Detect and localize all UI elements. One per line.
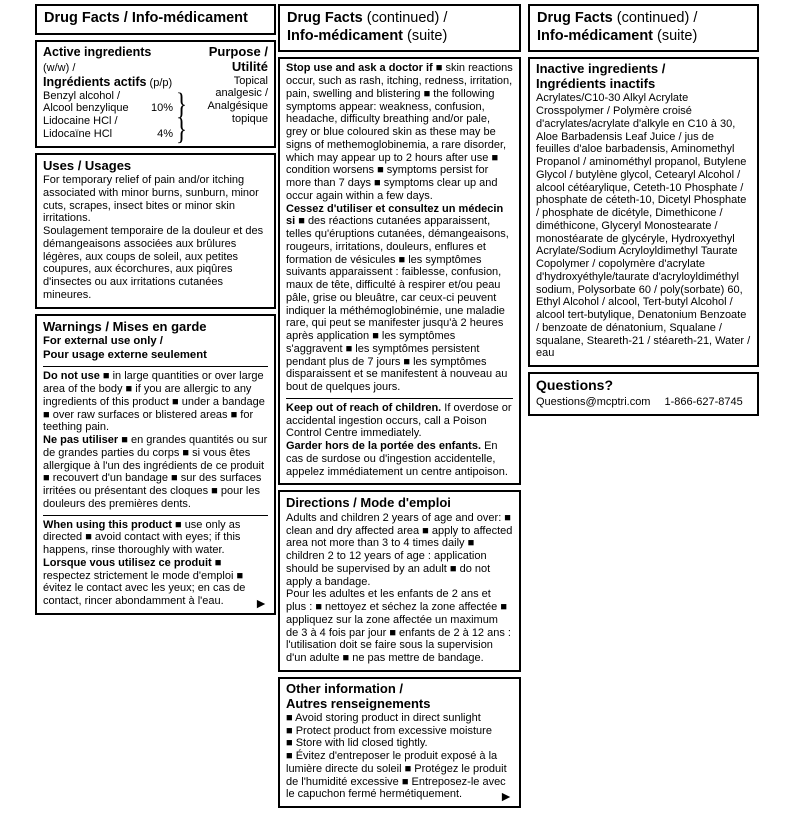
- purpose-value: Analgésique: [207, 100, 268, 113]
- other-info-text-fr: ■ Évitez d'entreposer le produit exposé à la lumière directe du soleil ■ Protégez le produit de l'humidité excessive ■ Entreposez-le avec le capuchon fermé hermétiquement.: [286, 750, 507, 801]
- purpose-value: Topical: [233, 74, 268, 87]
- uses-text-en: For temporary relief of pain and/or itching associated with minor burns, sunburn, minor cuts, scrapes, insect bites or minor skin irritations.: [43, 174, 259, 225]
- purpose-heading: Purpose /: [208, 43, 268, 59]
- directions-box: [278, 490, 521, 672]
- keep-out-paragraph-fr: Garder hors de la portée des enfants. En cas de surdose ou d'ingestion accidentelle, appelez immédiatement un centre antipoison.: [286, 440, 508, 478]
- panel3-title-line2: Info-médicament (suite): [537, 27, 698, 44]
- contact-email: Questions@mcptri.com: [536, 395, 651, 408]
- ingredient-percent: 4%: [157, 127, 173, 140]
- other-info-item: ■ Protect product from excessive moisture: [286, 724, 492, 737]
- warnings-box: [35, 314, 276, 615]
- active-ingredients-box: [35, 40, 276, 148]
- ingredient-percent: 10%: [150, 102, 173, 115]
- do-not-use-paragraph: Do not use ■ in large quantities or over large area of the body ■ if you are allergic to any ingredients of this product ■ under a bandage ■ over raw surfaces or blistered areas ■ for teething pain.: [43, 370, 265, 434]
- when-using-paragraph: When using this product ■ use only as directed ■ avoid contact with eyes; if this happens, rinse thoroughly with water.: [43, 518, 241, 557]
- ne-pas-utiliser-paragraph: Ne pas utiliser ■ en grandes quantités ou sur de grandes parties du corps ■ si vous êtes allergique à l'un des ingrédients de ce produit ■ recouvert d'un bandage ■ sur des surfaces irritées ou présentant des cloques ■ pour les douleurs des premières dents.: [43, 434, 268, 510]
- contact-phone: 1-866-627-8745: [664, 395, 743, 408]
- active-ingredients-heading-en: Active ingredients (w/w) /: [43, 44, 152, 74]
- other-info-item: ■ Avoid storing product in direct sunlight: [286, 711, 481, 724]
- inactive-ingredients-text: Acrylates/C10-30 Alkyl Acrylate Crosspolymer / Polymère croisé d'acrylates/acrylate d'alkyle en C10 à 30, Aloe Barbadensis Leaf Juice / jus de feuilles d'aloe barbadensis, Aminomethyl Propanol / aminométhyl propanol, Butylene Glycol / butylène glycol, Cetearyl Alcohol / alcool cétéarylique, Ceteth-10 Phosphate / phosphate de céteth-10, Dicetyl Phosphate / phosphate de dicétyle, Dimethicone / diméthicone, Glyceryl Monostearate / monostéarate de glycéryle, Hydroxyethyl Acrylate/Sodium Acryloyldimethyl Taurate Copolymer / copolymère d'acrylate d'hydroxyéthyle/taurate d'acryloyldiméthyl sodium, Polysorbate 60 / poly(sorbate) 60, Ethyl Alcohol / alcool, Tert-butyl Alcohol / alcool tert-butylique, Denatonium Benzoate / benzoate de dénatonium, Squalane / squalane, Steareth-21 / stéareth-21, Water / eau: [536, 92, 751, 360]
- purpose-value: analgesic /: [215, 87, 268, 100]
- brace-icon: }: [175, 85, 188, 121]
- drug-facts-panel-3: [528, 4, 759, 421]
- drug-facts-panel-2: [278, 4, 521, 813]
- keep-out-paragraph-en: Keep out of reach of children. If overdose or accidental ingestion occurs, call a Poison Control Centre immediately.: [286, 401, 512, 440]
- directions-heading: Directions / Mode d'emploi: [286, 495, 451, 511]
- other-info-item: ■ Store with lid closed tightly.: [286, 737, 428, 750]
- panel2-title-bar: [278, 4, 521, 52]
- stop-use-paragraph-en: Stop use and ask a doctor if ■ skin reactions occur, such as rash, itching, redness, irritation, pain, swelling and blistering ■ the following symptoms appear: weakness, confusion, headache, difficulty breathing and/or pale, grey or blue coloured skin as these may be signs of methemoglobinemia, a rare disorder, which may appear up to 2 hours after use ■ condition worsens ■ symptoms persist for more than 7 days ■ symptoms clear up and occur again within a few days.: [286, 62, 513, 202]
- directions-text-en: Adults and children 2 years of age and over: ■ clean and dry affected area ■ apply to affected area not more than 3 to 4 times daily ■ children 2 to 12 years of age : application should be supervised by an adult ■ do not apply a bandage.: [286, 511, 513, 588]
- questions-box: [528, 372, 759, 416]
- purpose-heading: Utilité: [231, 58, 268, 74]
- panel2-title-line2: Info-médicament (suite): [287, 27, 448, 44]
- purpose-column: [188, 45, 268, 141]
- continuation-arrow-icon: ►: [499, 788, 513, 805]
- uses-text-fr: Soulagement temporaire de la douleur et des démangeaisons associées aux brûlures légères, aux coups de soleil, aux petites coupures, aux écorchures, aux piqûres d'insectes ou aux irritations cutanées mineures.: [43, 225, 264, 301]
- questions-heading: Questions?: [536, 377, 614, 393]
- purpose-value: topique: [231, 112, 268, 125]
- ingredient-row: Lidocaïne HCl 4%: [43, 127, 173, 140]
- lorsque-paragraph: Lorsque vous utilisez ce produit ■ respectez strictement le mode d'emploi ■ évitez le contact avec les yeux; en cas de contact, rincer abondamment à l'eau.: [43, 556, 246, 608]
- panel3-title-line1: Drug Facts (continued) /: [537, 10, 698, 26]
- active-ingredients-list: [43, 45, 175, 141]
- warnings-heading: Warnings / Mises en garde: [43, 318, 207, 334]
- directions-text-fr: Pour les adultes et les enfants de 2 ans et plus : ■ nettoyez et séchez la zone affectée ■ appliquez sur la zone affectée un maximum de 3 à 4 fois par jour ■ enfants de 2 à 12 ans : l'utilisation doit se faire sous la supervision d'un adulte ■ ne pas mettre de bandage.: [286, 588, 511, 665]
- active-ingredients-heading-fr: Ingrédients actifs (p/p): [43, 74, 173, 89]
- other-info-heading-fr: Autres renseignements: [286, 695, 431, 711]
- brace-icon: }: [175, 110, 188, 146]
- external-use-line-en: For external use only /: [43, 335, 163, 348]
- ingredient-row: Alcool benzylique 10%: [43, 102, 173, 115]
- inactive-ingredients-heading-en: Inactive ingredients /: [536, 61, 666, 77]
- stop-use-paragraph-fr: Cessez d'utiliser et consultez un médecin si ■ des réactions cutanées apparaissent, telles qu'éruptions cutanées, démangeaisons, rougeurs, irritations, douleurs, enflures et formation de vésicules ■ les symptômes suivants apparaissent : faiblesse, confusion, maux de tête, difficulté à respirer et/ou peau pâle, grise ou bleuâtre, car ceux-ci peuvent indiquer la méthémoglobinémie, une maladie rare, qui peut se manifester jusqu'à 2 heures après application ■ les symptômes s'aggravent ■ les symptômes persistent pendant plus de 7 jours ■ les symptômes disparaissent et se manifestent à nouveau au bout de quelques jours.: [286, 202, 509, 394]
- inactive-ingredients-heading-fr: Ingrédients inactifs: [536, 76, 656, 92]
- external-use-line-fr: Pour usage externe seulement: [43, 348, 207, 361]
- ingredient-row: Lidocaine HCl /: [43, 115, 118, 128]
- inactive-ingredients-box: [528, 57, 759, 367]
- questions-contact-line: [536, 395, 751, 409]
- uses-heading: Uses / Usages: [43, 157, 132, 173]
- continuation-arrow-icon: ►: [254, 594, 268, 611]
- brace-column: [175, 45, 188, 146]
- uses-box: [35, 153, 276, 309]
- panel3-title-bar: [528, 4, 759, 52]
- panel1-title-bar: [35, 4, 276, 35]
- section-divider: [43, 366, 268, 367]
- stop-use-box: [278, 57, 521, 485]
- other-info-heading-en: Other information /: [286, 680, 403, 696]
- section-divider: [286, 398, 513, 399]
- panel2-title-line1: Drug Facts (continued) /: [287, 10, 448, 26]
- panel1-title: Drug Facts / Info-médicament: [44, 10, 248, 26]
- ingredient-row: Benzyl alcohol /: [43, 89, 121, 102]
- section-divider: [43, 515, 268, 516]
- other-information-box: [278, 677, 521, 808]
- drug-facts-panel-1: [35, 4, 276, 620]
